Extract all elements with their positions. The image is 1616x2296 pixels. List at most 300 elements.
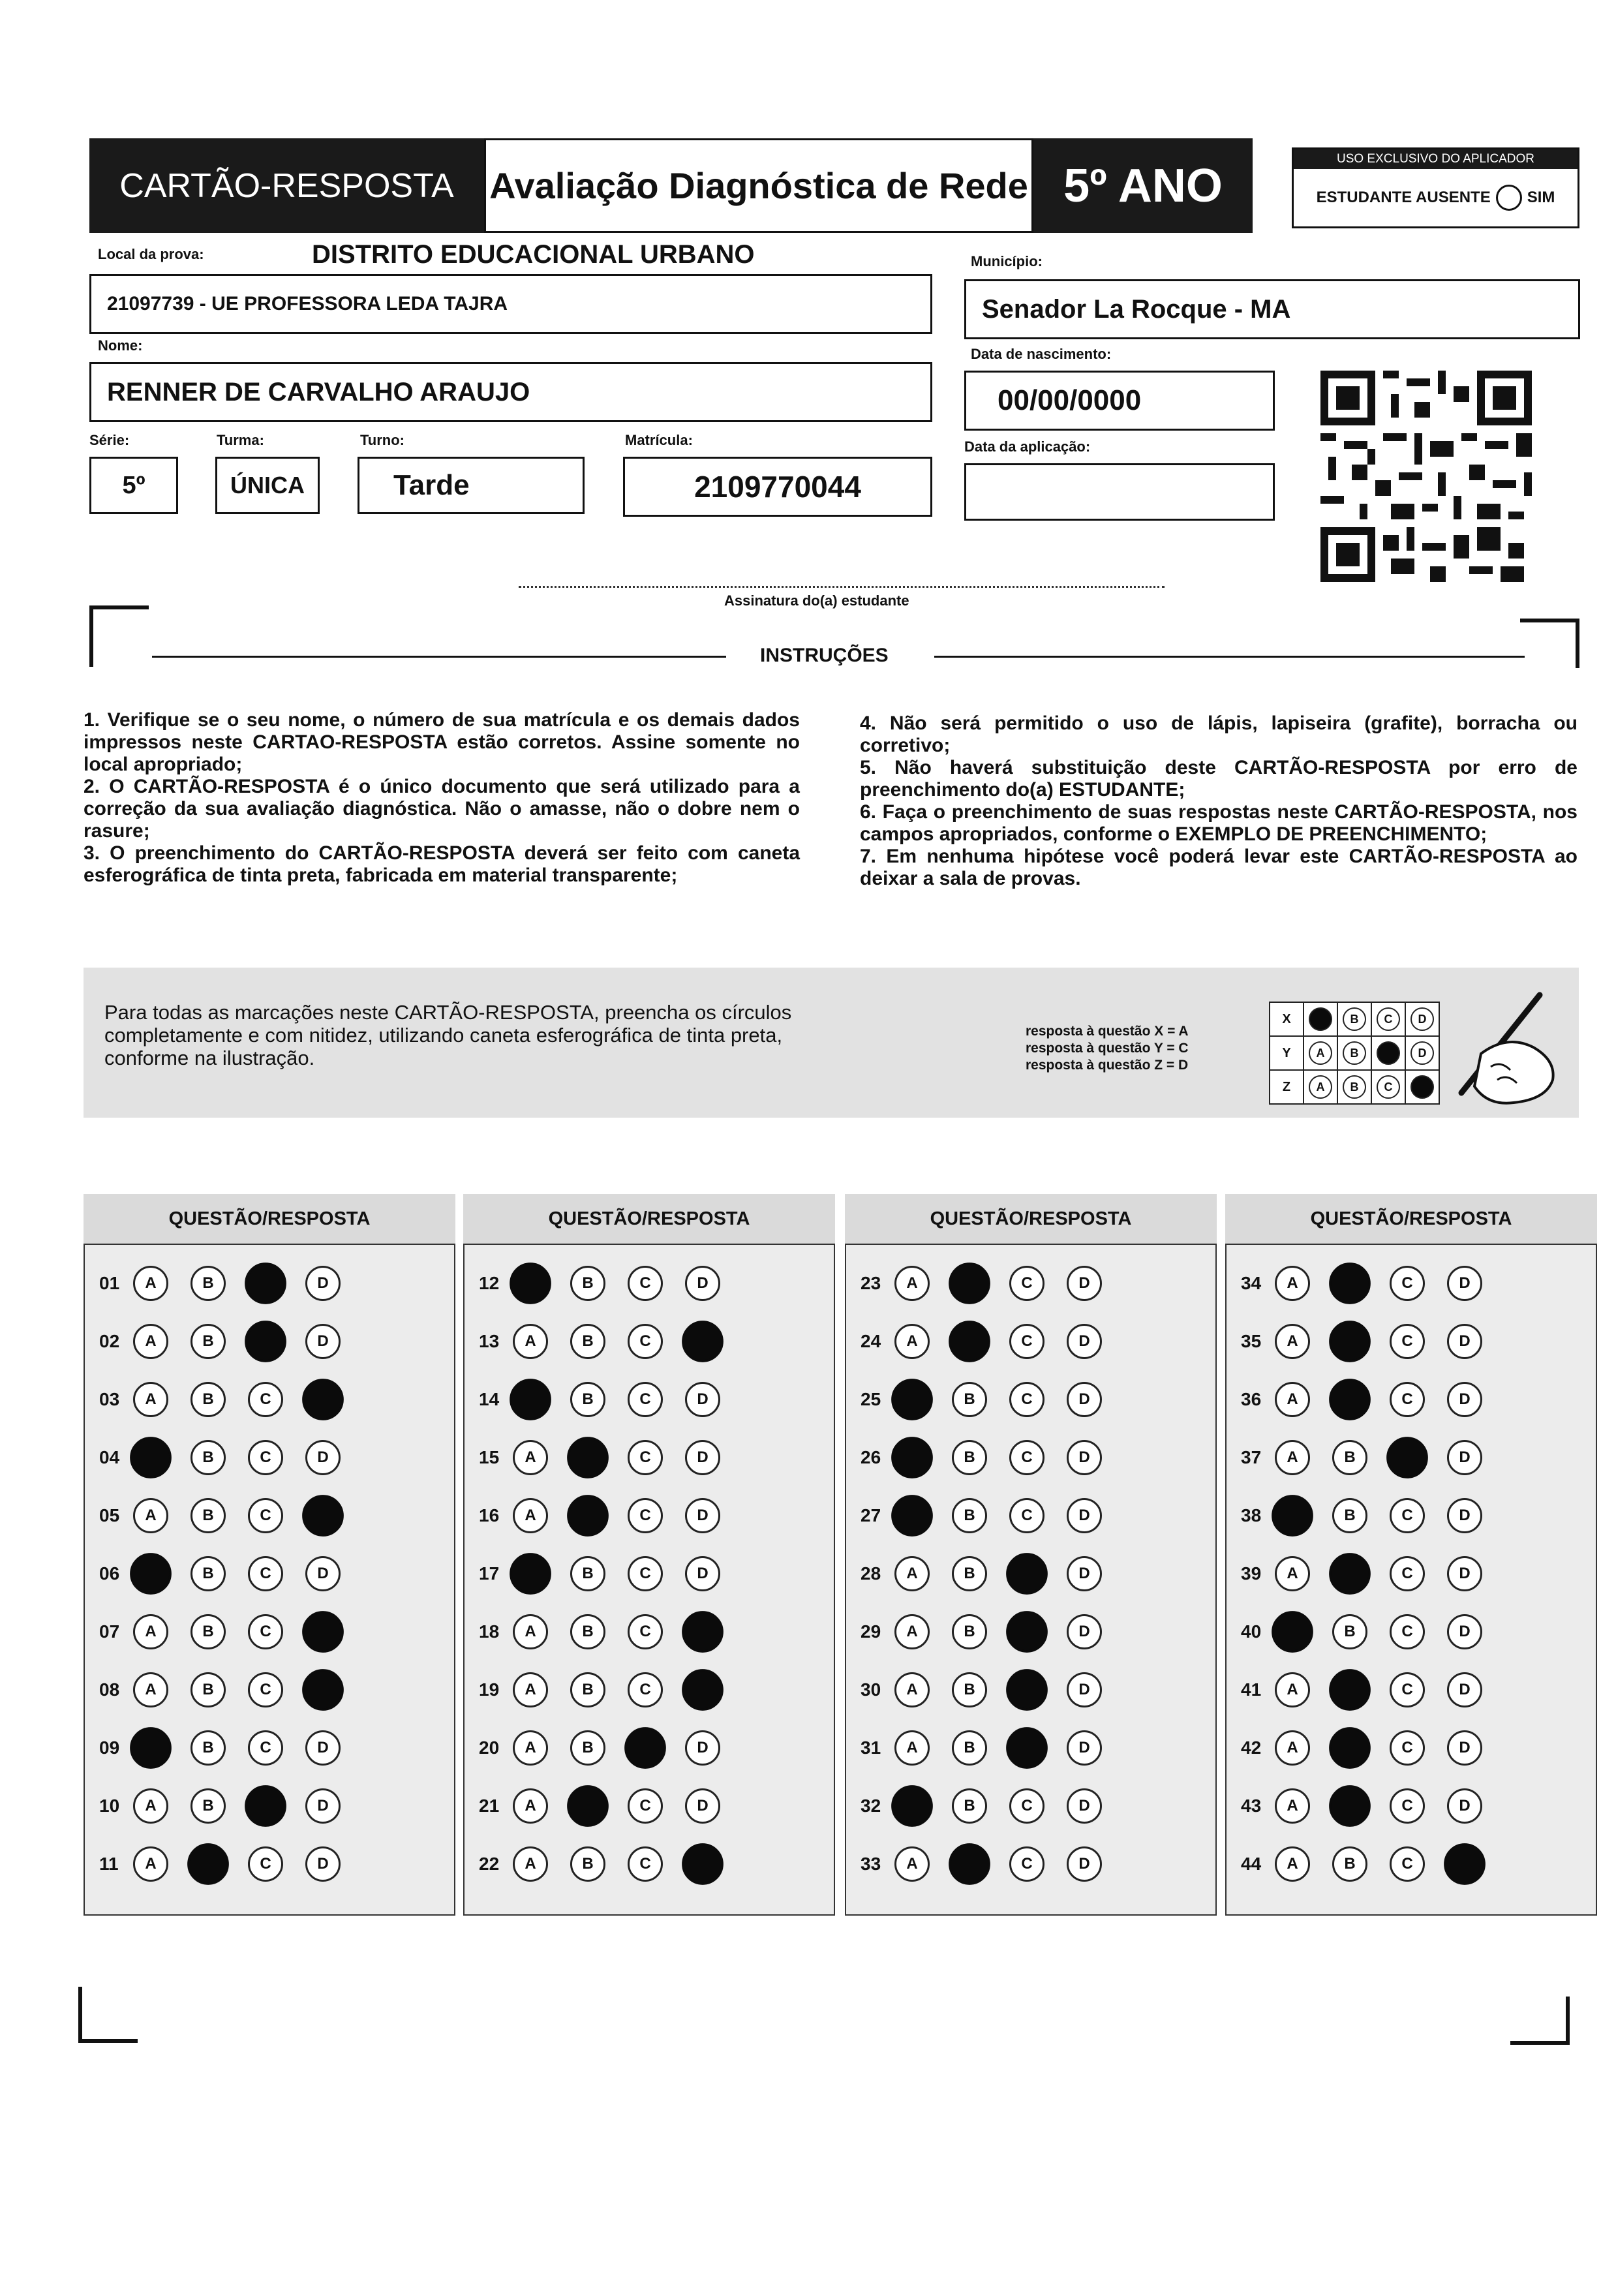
question-number: 24 <box>861 1330 881 1351</box>
nome-field <box>89 362 932 422</box>
answer-bubble-b[interactable] <box>191 1498 226 1533</box>
question-number: 11 <box>99 1853 119 1874</box>
answer-bubble-c[interactable] <box>1390 1324 1425 1359</box>
answer-bubble-d[interactable] <box>305 1266 341 1301</box>
answer-bubble-a[interactable] <box>891 1379 933 1420</box>
answer-bubble-d[interactable] <box>305 1730 341 1766</box>
answer-bubble-d[interactable] <box>1447 1324 1482 1359</box>
answer-bubble-d[interactable] <box>1067 1556 1102 1591</box>
answer-bubble-c[interactable] <box>1390 1382 1425 1417</box>
answer-bubble-b[interactable] <box>191 1266 226 1301</box>
answer-bubble-a[interactable] <box>894 1266 930 1301</box>
answer-bubble-b[interactable] <box>191 1672 226 1707</box>
example-row <box>1270 1036 1439 1070</box>
answer-bubble-d[interactable] <box>1067 1788 1102 1824</box>
answer-bubble-b[interactable] <box>567 1785 609 1827</box>
bubble-letter: D <box>317 1274 329 1292</box>
answer-bubble-a[interactable] <box>513 1672 548 1707</box>
answer-row <box>846 1428 1215 1486</box>
example-legend <box>1026 1023 1189 1074</box>
question-number: 44 <box>1241 1853 1262 1874</box>
answer-bubble-c[interactable] <box>248 1614 283 1649</box>
bubble-letter: A <box>145 1622 157 1640</box>
answer-bubble-c[interactable] <box>245 1785 286 1827</box>
answer-bubble-b[interactable] <box>1329 1263 1371 1304</box>
bubble-letter: B <box>202 1796 214 1814</box>
answer-row <box>1227 1428 1596 1486</box>
answer-bubble-a[interactable] <box>1272 1611 1313 1653</box>
answer-bubble-a[interactable] <box>133 1324 168 1359</box>
answer-bubble-a[interactable] <box>1275 1788 1310 1824</box>
example-cell <box>1371 1002 1405 1036</box>
example-bubble-c: C <box>1377 1075 1400 1099</box>
question-number: 02 <box>99 1330 120 1351</box>
answer-bubble-a[interactable] <box>513 1324 548 1359</box>
instruction-item: 1. Verifique se o seu nome, o número de sua matrícula e os demais dados impressos neste CARTAO-RESPOSTA estão corretos. Assine somente no local apropriado; <box>84 709 800 775</box>
answer-bubble-a[interactable] <box>894 1846 930 1882</box>
answer-bubble-d[interactable] <box>685 1556 720 1591</box>
matricula-field <box>623 457 932 517</box>
answer-row <box>1227 1719 1596 1777</box>
example-bubble-a: A <box>1309 1041 1332 1065</box>
answer-bubble-d[interactable] <box>305 1440 341 1475</box>
example-cell <box>1371 1070 1405 1104</box>
answer-bubble-b[interactable] <box>1329 1379 1371 1420</box>
answer-bubble-b[interactable] <box>570 1730 605 1766</box>
bubble-letter: A <box>906 1332 918 1350</box>
answer-bubble-b[interactable] <box>191 1440 226 1475</box>
answer-bubble-c[interactable] <box>248 1730 283 1766</box>
answer-bubble-c[interactable] <box>248 1672 283 1707</box>
answer-bubble-b[interactable] <box>952 1556 987 1591</box>
answer-bubble-c[interactable] <box>1006 1553 1048 1595</box>
answer-bubble-c[interactable] <box>628 1324 663 1359</box>
bubble-letter: D <box>697 1796 709 1814</box>
answer-bubble-b[interactable] <box>949 1843 990 1885</box>
answer-bubble-a[interactable] <box>1272 1495 1313 1537</box>
answer-bubble-d[interactable] <box>682 1321 724 1362</box>
corner-mark <box>78 1987 138 2043</box>
answer-bubble-c[interactable] <box>1009 1324 1044 1359</box>
question-number: 10 <box>99 1795 120 1816</box>
example-cell <box>1405 1036 1439 1070</box>
answer-column-body <box>463 1244 835 1916</box>
answer-row <box>846 1835 1215 1893</box>
answer-bubble-d[interactable] <box>1067 1440 1102 1475</box>
answer-bubble-d[interactable] <box>1447 1382 1482 1417</box>
answer-bubble-a[interactable] <box>894 1614 930 1649</box>
answer-bubble-a[interactable] <box>130 1727 172 1769</box>
bubble-letter: D <box>1078 1448 1090 1466</box>
answer-bubble-c[interactable] <box>245 1321 286 1362</box>
answer-bubble-b[interactable] <box>191 1556 226 1591</box>
bubble-letter: C <box>1401 1680 1413 1698</box>
question-number: 30 <box>861 1679 881 1700</box>
answer-bubble-a[interactable] <box>1275 1556 1310 1591</box>
absent-option: SIM <box>1527 189 1555 206</box>
answer-bubble-c[interactable] <box>1009 1788 1044 1824</box>
answer-bubble-b[interactable] <box>1329 1727 1371 1769</box>
bubble-letter: A <box>906 1564 918 1582</box>
answer-bubble-a[interactable] <box>1275 1324 1310 1359</box>
answer-bubble-a[interactable] <box>510 1553 551 1595</box>
answer-bubble-a[interactable] <box>894 1672 930 1707</box>
answer-bubble-a[interactable] <box>513 1440 548 1475</box>
answer-bubble-d[interactable] <box>682 1611 724 1653</box>
answer-bubble-c[interactable] <box>1006 1727 1048 1769</box>
answer-bubble-d[interactable] <box>1447 1498 1482 1533</box>
answer-bubble-c[interactable] <box>628 1498 663 1533</box>
instruction-item: 7. Em nenhuma hipótese você poderá levar este CARTÃO-RESPOSTA ao deixar a sala de provas. <box>860 846 1578 889</box>
question-number: 12 <box>479 1272 500 1293</box>
answer-bubble-d[interactable] <box>305 1846 341 1882</box>
answer-bubble-c[interactable] <box>628 1614 663 1649</box>
answer-bubble-a[interactable] <box>130 1437 172 1478</box>
question-number: 09 <box>99 1737 120 1758</box>
question-number: 27 <box>861 1505 881 1525</box>
exam-title: Avaliação Diagnóstica de Rede <box>484 138 1033 233</box>
bubble-letter: A <box>145 1506 157 1524</box>
answer-bubble-d[interactable] <box>1447 1556 1482 1591</box>
bubble-letter: B <box>1344 1506 1356 1524</box>
answer-bubble-c[interactable] <box>1390 1730 1425 1766</box>
answer-bubble-d[interactable] <box>1447 1266 1482 1301</box>
answer-bubble-c[interactable] <box>1009 1382 1044 1417</box>
answer-bubble-c[interactable] <box>628 1846 663 1882</box>
answer-bubble-b[interactable] <box>570 1672 605 1707</box>
answer-bubble-a[interactable] <box>1275 1440 1310 1475</box>
example-cell <box>1405 1002 1439 1036</box>
answer-row <box>1227 1486 1596 1544</box>
turma-field <box>215 457 320 514</box>
answer-bubble-c[interactable] <box>628 1672 663 1707</box>
local-value: DISTRITO EDUCACIONAL URBANO <box>312 240 755 269</box>
signature-line <box>519 586 1165 588</box>
answer-column-body <box>845 1244 1217 1916</box>
answer-bubble-b[interactable] <box>1329 1669 1371 1711</box>
answer-bubble-b[interactable] <box>191 1730 226 1766</box>
answer-bubble-b[interactable] <box>952 1672 987 1707</box>
question-number: 31 <box>861 1737 881 1758</box>
answer-column-body <box>1225 1244 1597 1916</box>
example-cell <box>1303 1036 1337 1070</box>
bubble-letter: D <box>1078 1274 1090 1292</box>
bubble-letter: D <box>1459 1506 1471 1524</box>
bubble-letter: C <box>260 1854 271 1873</box>
bubble-letter: B <box>582 1332 594 1350</box>
answer-bubble-c[interactable] <box>628 1440 663 1475</box>
matricula-label: Matrícula: <box>625 432 693 448</box>
answer-bubble-b[interactable] <box>952 1788 987 1824</box>
answer-bubble-a[interactable] <box>513 1614 548 1649</box>
answer-bubble-b[interactable] <box>191 1382 226 1417</box>
answer-bubble-b[interactable] <box>1332 1440 1367 1475</box>
answer-row <box>465 1370 834 1428</box>
answer-bubble-d[interactable] <box>1067 1266 1102 1301</box>
grade-title: 5º ANO <box>1033 138 1253 233</box>
answer-bubble-d[interactable] <box>305 1556 341 1591</box>
question-number: 16 <box>479 1505 500 1525</box>
answer-row <box>846 1777 1215 1835</box>
answer-bubble-c[interactable] <box>1009 1846 1044 1882</box>
answer-bubble-c[interactable] <box>248 1846 283 1882</box>
answer-bubble-a[interactable] <box>894 1556 930 1591</box>
answer-bubble-d[interactable] <box>1067 1846 1102 1882</box>
answer-bubble-d[interactable] <box>1447 1614 1482 1649</box>
answer-bubble-d[interactable] <box>685 1788 720 1824</box>
answer-bubble-c[interactable] <box>248 1382 283 1417</box>
answer-bubble-c[interactable] <box>1009 1440 1044 1475</box>
answer-bubble-b[interactable] <box>952 1614 987 1649</box>
answer-bubble-d[interactable] <box>1447 1440 1482 1475</box>
example-question: Z <box>1270 1070 1303 1104</box>
bubble-letter: B <box>1344 1448 1356 1466</box>
answer-bubble-a[interactable] <box>133 1382 168 1417</box>
answer-row <box>1227 1544 1596 1602</box>
answer-bubble-c[interactable] <box>1390 1556 1425 1591</box>
answer-bubble-b[interactable] <box>570 1614 605 1649</box>
answer-column-title: QUESTÃO/RESPOSTA <box>463 1194 835 1244</box>
bubble-letter: B <box>582 1564 594 1582</box>
answer-row <box>846 1312 1215 1370</box>
answer-row <box>85 1719 454 1777</box>
answer-bubble-b[interactable] <box>952 1382 987 1417</box>
answer-bubble-b[interactable] <box>1332 1498 1367 1533</box>
answer-bubble-c[interactable] <box>624 1727 666 1769</box>
answer-bubble-c[interactable] <box>1006 1611 1048 1653</box>
answer-bubble-c[interactable] <box>1390 1846 1425 1882</box>
bubble-letter: B <box>202 1448 214 1466</box>
answer-bubble-c[interactable] <box>628 1556 663 1591</box>
answer-bubble-d[interactable] <box>685 1730 720 1766</box>
bubble-letter: A <box>906 1738 918 1756</box>
answer-bubble-d[interactable] <box>302 1379 344 1420</box>
answer-bubble-a[interactable] <box>513 1846 548 1882</box>
answer-column <box>84 1194 455 1920</box>
answer-bubble-b[interactable] <box>570 1266 605 1301</box>
answer-bubble-b[interactable] <box>567 1495 609 1537</box>
bubble-letter: D <box>1459 1332 1471 1350</box>
bubble-letter: A <box>145 1332 157 1350</box>
local-label: Local da prova: <box>98 246 204 262</box>
answer-bubble-b[interactable] <box>952 1730 987 1766</box>
answer-bubble-d[interactable] <box>1447 1672 1482 1707</box>
answer-bubble-d[interactable] <box>302 1495 344 1537</box>
bubble-letter: D <box>1078 1796 1090 1814</box>
bubble-letter: C <box>1021 1390 1033 1408</box>
question-number: 29 <box>861 1621 881 1642</box>
instruction-item: 5. Não haverá substituição deste CARTÃO-RESPOSTA por erro de preenchimento do(a) ESTUDANTE; <box>860 757 1578 801</box>
answer-bubble-b[interactable] <box>952 1498 987 1533</box>
bubble-letter: D <box>1078 1506 1090 1524</box>
answer-row <box>1227 1312 1596 1370</box>
answer-bubble-d[interactable] <box>302 1611 344 1653</box>
absent-bubble[interactable] <box>1496 185 1522 211</box>
answer-bubble-d[interactable] <box>685 1266 720 1301</box>
answer-bubble-a[interactable] <box>891 1437 933 1478</box>
answer-bubble-a[interactable] <box>133 1672 168 1707</box>
answer-bubble-c[interactable] <box>628 1266 663 1301</box>
answer-bubble-a[interactable] <box>513 1498 548 1533</box>
example-cell <box>1405 1070 1439 1104</box>
bubble-letter: C <box>639 1796 651 1814</box>
bubble-letter: D <box>1078 1564 1090 1582</box>
answer-bubble-c[interactable] <box>1390 1498 1425 1533</box>
bubble-letter: D <box>697 1738 709 1756</box>
applicator-box <box>1292 147 1579 228</box>
answer-bubble-c[interactable] <box>1390 1788 1425 1824</box>
answer-bubble-a[interactable] <box>1275 1672 1310 1707</box>
answer-bubble-a[interactable] <box>130 1553 172 1595</box>
answer-bubble-a[interactable] <box>1275 1730 1310 1766</box>
bubble-letter: B <box>202 1274 214 1292</box>
answer-bubble-b[interactable] <box>952 1440 987 1475</box>
instruction-item: 2. O CARTÃO-RESPOSTA é o único documento que será utilizado para a correção da sua avaliação diagnóstica. Não o amasse, não o dobre nem o rasure; <box>84 776 800 842</box>
example-bubble-c: C <box>1377 1007 1400 1031</box>
answer-bubble-d[interactable] <box>1067 1614 1102 1649</box>
answer-bubble-a[interactable] <box>133 1788 168 1824</box>
answer-bubble-b[interactable] <box>187 1843 229 1885</box>
answer-bubble-a[interactable] <box>1275 1382 1310 1417</box>
answer-bubble-c[interactable] <box>1390 1672 1425 1707</box>
bubble-letter: A <box>1287 1854 1298 1873</box>
answer-row <box>1227 1835 1596 1893</box>
answer-bubble-a[interactable] <box>133 1266 168 1301</box>
bubble-letter: D <box>1078 1738 1090 1756</box>
answer-bubble-d[interactable] <box>305 1324 341 1359</box>
answer-bubble-d[interactable] <box>1067 1672 1102 1707</box>
answer-row <box>465 1312 834 1370</box>
answer-column <box>845 1194 1217 1920</box>
answer-bubble-d[interactable] <box>1447 1730 1482 1766</box>
answer-bubble-d[interactable] <box>1444 1843 1486 1885</box>
example-bubble-d: D <box>1410 1041 1434 1065</box>
answer-bubble-a[interactable] <box>133 1498 168 1533</box>
answer-bubble-b[interactable] <box>570 1556 605 1591</box>
answer-bubble-c[interactable] <box>1009 1498 1044 1533</box>
bubble-letter: C <box>260 1680 271 1698</box>
answer-bubble-b[interactable] <box>949 1263 990 1304</box>
answer-bubble-d[interactable] <box>1447 1788 1482 1824</box>
bubble-letter: C <box>260 1506 271 1524</box>
answer-bubble-c[interactable] <box>248 1440 283 1475</box>
answer-bubble-a[interactable] <box>513 1788 548 1824</box>
turno-value: Tarde <box>393 469 470 501</box>
answer-bubble-d[interactable] <box>682 1843 724 1885</box>
bubble-letter: B <box>964 1448 975 1466</box>
answer-bubble-a[interactable] <box>891 1785 933 1827</box>
bubble-letter: A <box>1287 1680 1298 1698</box>
answer-bubble-a[interactable] <box>510 1379 551 1420</box>
answer-bubble-a[interactable] <box>513 1730 548 1766</box>
answer-bubble-c[interactable] <box>1390 1614 1425 1649</box>
answer-bubble-d[interactable] <box>682 1669 724 1711</box>
bubble-letter: D <box>1459 1390 1471 1408</box>
answer-bubble-b[interactable] <box>191 1324 226 1359</box>
answer-bubble-c[interactable] <box>248 1556 283 1591</box>
answer-bubble-c[interactable] <box>628 1382 663 1417</box>
answer-bubble-c[interactable] <box>248 1498 283 1533</box>
question-number: 32 <box>861 1795 881 1816</box>
bubble-letter: D <box>697 1274 709 1292</box>
serie-label: Série: <box>89 432 130 448</box>
answer-bubble-c[interactable] <box>1006 1669 1048 1711</box>
answer-bubble-b[interactable] <box>1329 1785 1371 1827</box>
answer-bubble-b[interactable] <box>570 1846 605 1882</box>
answer-row <box>846 1370 1215 1428</box>
bubble-letter: B <box>964 1622 975 1640</box>
turma-label: Turma: <box>217 432 264 448</box>
answer-bubble-b[interactable] <box>567 1437 609 1478</box>
bubble-letter: C <box>639 1448 651 1466</box>
answer-bubble-d[interactable] <box>685 1440 720 1475</box>
example-question: Y <box>1270 1036 1303 1070</box>
answer-bubble-d[interactable] <box>302 1669 344 1711</box>
answer-bubble-d[interactable] <box>1067 1382 1102 1417</box>
question-number: 42 <box>1241 1737 1262 1758</box>
answer-bubble-b[interactable] <box>570 1324 605 1359</box>
answer-bubble-b[interactable] <box>1332 1614 1367 1649</box>
bubble-letter: C <box>639 1564 651 1582</box>
answer-bubble-b[interactable] <box>191 1788 226 1824</box>
answer-bubble-c[interactable] <box>245 1263 286 1304</box>
pen-hand-icon <box>1435 982 1566 1112</box>
answer-bubble-a[interactable] <box>894 1324 930 1359</box>
answer-bubble-b[interactable] <box>570 1382 605 1417</box>
answer-bubble-c[interactable] <box>1390 1266 1425 1301</box>
answer-bubble-d[interactable] <box>685 1498 720 1533</box>
answer-row <box>85 1835 454 1893</box>
answer-bubble-a[interactable] <box>891 1495 933 1537</box>
bubble-letter: B <box>964 1680 975 1698</box>
answer-bubble-b[interactable] <box>1332 1846 1367 1882</box>
answer-bubble-c[interactable] <box>1009 1266 1044 1301</box>
answer-bubble-b[interactable] <box>1329 1553 1371 1595</box>
answer-bubble-d[interactable] <box>1067 1324 1102 1359</box>
bubble-letter: C <box>1021 1274 1033 1292</box>
answer-row <box>1227 1602 1596 1661</box>
answer-bubble-a[interactable] <box>133 1846 168 1882</box>
answer-bubble-b[interactable] <box>1329 1321 1371 1362</box>
answer-bubble-b[interactable] <box>191 1614 226 1649</box>
serie-field <box>89 457 178 514</box>
answer-bubble-b[interactable] <box>949 1321 990 1362</box>
bubble-letter: B <box>1344 1622 1356 1640</box>
turma-value: ÚNICA <box>230 472 305 498</box>
answer-bubble-d[interactable] <box>1067 1498 1102 1533</box>
serie-value: 5º <box>122 471 145 499</box>
bubble-letter: C <box>260 1448 271 1466</box>
answer-bubble-a[interactable] <box>510 1263 551 1304</box>
answer-bubble-d[interactable] <box>685 1382 720 1417</box>
answer-bubble-c[interactable] <box>628 1788 663 1824</box>
question-number: 18 <box>479 1621 500 1642</box>
answer-bubble-a[interactable] <box>1275 1846 1310 1882</box>
answer-bubble-d[interactable] <box>1067 1730 1102 1766</box>
answer-bubble-d[interactable] <box>305 1788 341 1824</box>
bubble-letter: B <box>582 1680 594 1698</box>
answer-bubble-a[interactable] <box>133 1614 168 1649</box>
answer-bubble-c[interactable] <box>1386 1437 1428 1478</box>
bubble-letter: B <box>964 1796 975 1814</box>
answer-row <box>85 1777 454 1835</box>
answer-bubble-a[interactable] <box>894 1730 930 1766</box>
bubble-letter: C <box>1401 1738 1413 1756</box>
answer-row <box>465 1254 834 1312</box>
instruction-item: 3. O preenchimento do CARTÃO-RESPOSTA deverá ser feito com caneta esferográfica de tinta preta, fabricada em material transparente; <box>84 842 800 886</box>
bubble-letter: C <box>1401 1564 1413 1582</box>
answer-bubble-a[interactable] <box>1275 1266 1310 1301</box>
